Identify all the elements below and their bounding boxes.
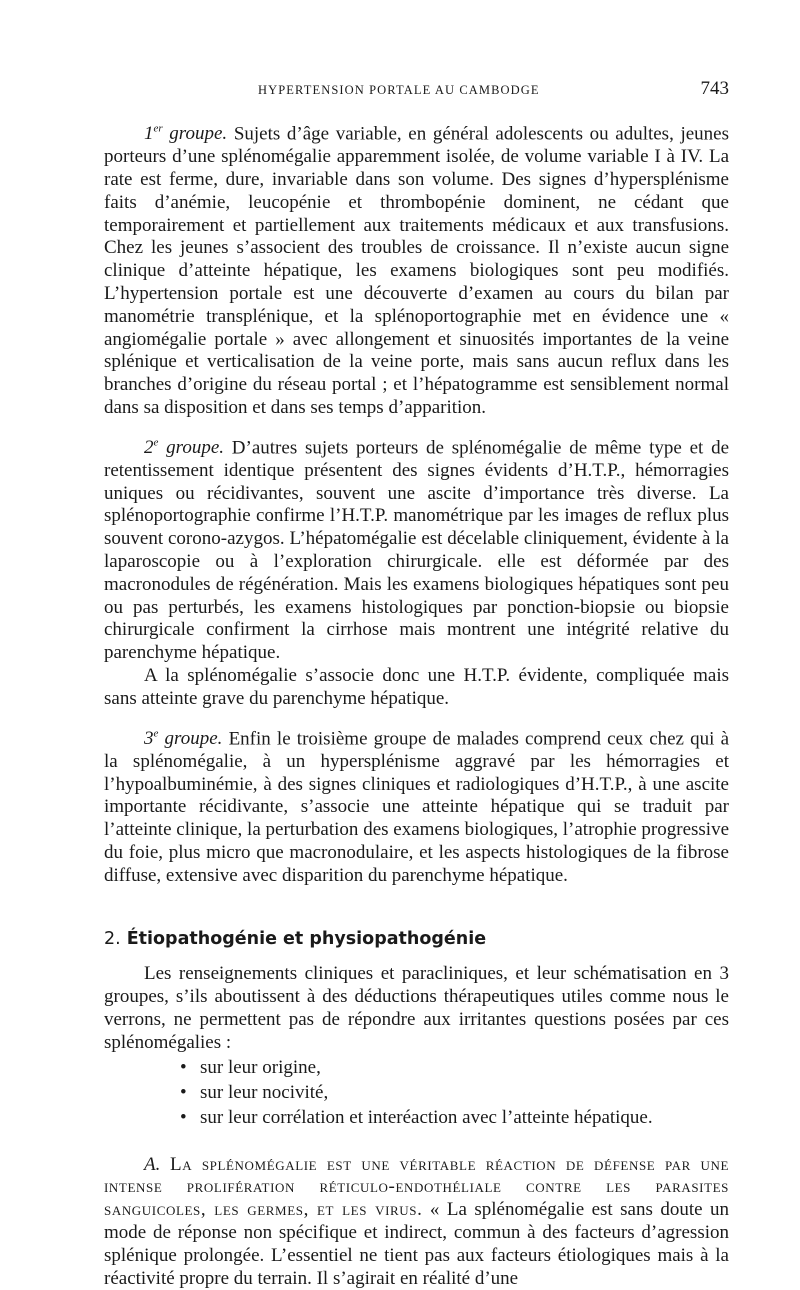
page-header [104,80,729,102]
group-2-text: D’autres sujets porteurs de splénomégalie de même type et de retentissement identique présentent des signes évidents d’H.T.P., hémorragies uniques ou récidivantes, souvent une ascite d’importance très diverse. La splénoportographie confirme l’H.T.P. manométrique par les images de reflux plus souvent corono-azygos. L’hépatomégalie est décelable cliniquement, évidente à la laparoscopie ou à l’exploration chirurgicale. elle est déformée par des macronodules de régénération. Mais les examens biologiques hépatiques sont peu ou pas perturbés, les examens histologiques par ponction-biopsie ou biopsie chirurgicale confirment la cirrhose mais montrent une intégrité relative du parenchyme hépatique. [104,437,730,664]
group-1-number: 1 [144,123,154,145]
bullet-icon: • [180,1081,187,1103]
group-3-label [144,728,222,749]
group-1-word: groupe. [162,123,228,145]
list-item [180,1105,729,1130]
group-3-paragraph [104,723,729,888]
group-3-word: groupe. [158,727,223,749]
group-3-text: Enfin le troisième groupe de malades comprend ceux chez qui à la splénomégalie, à un hypersplénisme aggravé par les hémorragies et l’hypoalbuminémie, à des signes cliniques et radiologiques d’H.T.P., à une ascite importante récidivante, s’associe une atteinte hépatique qui se traduit par l’atteinte clinique, la perturbation des examens biologiques, l’atrophie progressive du foie, plus micro que macronodulaire, et les aspects histologiques de la fibrose diffuse, extensive avec disparition du parenchyme hépatique. [104,727,730,886]
list-item-text: sur leur nocivité, [200,1081,329,1103]
group-2-followup: A la splénomégalie s’associe donc une H.T.P. évidente, compliquée mais sans atteinte grave du parenchyme hépatique. [104,664,729,709]
question-list [104,1055,729,1130]
group-1-ordinal: er [153,123,163,135]
group-3-number: 3 [144,727,154,749]
subsection-a-paragraph [104,1154,729,1290]
section-2-number: 2. [104,929,121,950]
page-body [104,118,729,1290]
list-item [180,1080,729,1105]
section-2-title: Étiopathogénie et physiopathogénie [126,929,487,950]
list-item-text: sur leur origine, [200,1056,321,1078]
group-2-ordinal: e [153,436,159,449]
subsection-a-text: « La splénomégalie est sans doute un mode de réponse non spécifique et indirect, commun à des facteurs d’agression splénique prolongée. L’essentiel ne tient pas aux facteurs étiologiques mais à la réactivité propre du terrain. Il s’agirait en réalité d’une [104,1199,729,1289]
section-2-heading [104,927,729,951]
group-2-number: 2 [144,437,154,459]
bullet-icon: • [180,1056,187,1078]
group-3-ordinal: e [153,727,159,740]
list-item-text: sur leur corrélation et interéaction avec l’atteinte hépatique. [200,1106,653,1128]
section-2-intro: Les renseignements cliniques et paracliniques, et leur schématisation en 3 groupes, s’ils aboutissent à des déductions thérapeutiques utiles comme nous le verrons, ne permettent pas de répondre aux irritantes questions posées par ces splénomégalies : [104,963,729,1053]
group-2-word: groupe. [158,437,225,459]
group-1-label [144,123,227,144]
subsection-a-letter: A. [144,1153,161,1175]
subsection-a-heading: La splénomégalie est une véritable réaction de défense par une intense prolifération réticulo-endothéliale contre les parasites sanguicoles, les germes, et les virus. [104,1153,729,1221]
group-1-text: Sujets d’âge variable, en général adolescents ou adultes, jeunes porteurs d’une splénomégalie apparemment isolée, de volume variable I à IV. La rate est ferme, dure, invariable dans son volume. Des signes d’hypersplénisme faits d’anémie, leucopénie et thrombopénie dominent, ne cédant que temporairement et partiellement aux traitements médicaux et aux transfusions. Chez les jeunes s’associent des troubles de croissance. Il n’existe aucun signe clinique d’atteinte hépatique, les examens biologiques sont peu modifiés. L’hypertension portale est une découverte d’examen au cours du bilan par manométrie transplénique, et la splénoportographie met en évidence une « angiomégalie portale » avec allongement et sinuosités importantes de la veine splénique et verticalisation de la veine porte, mais sans aucun reflux dans les branches d’origine du réseau portal ; et l’hépatogramme est sensiblement normal dans sa disposition et dans ses temps d’apparition. [104,123,729,418]
list-item [180,1055,729,1080]
bullet-icon: • [180,1106,187,1128]
group-2-label [144,437,224,458]
group-2-paragraph [104,432,729,665]
group-1-paragraph [104,118,729,420]
page-number: 743 [700,78,729,99]
running-title: HYPERTENSION PORTALE AU CAMBODGE [258,83,540,97]
